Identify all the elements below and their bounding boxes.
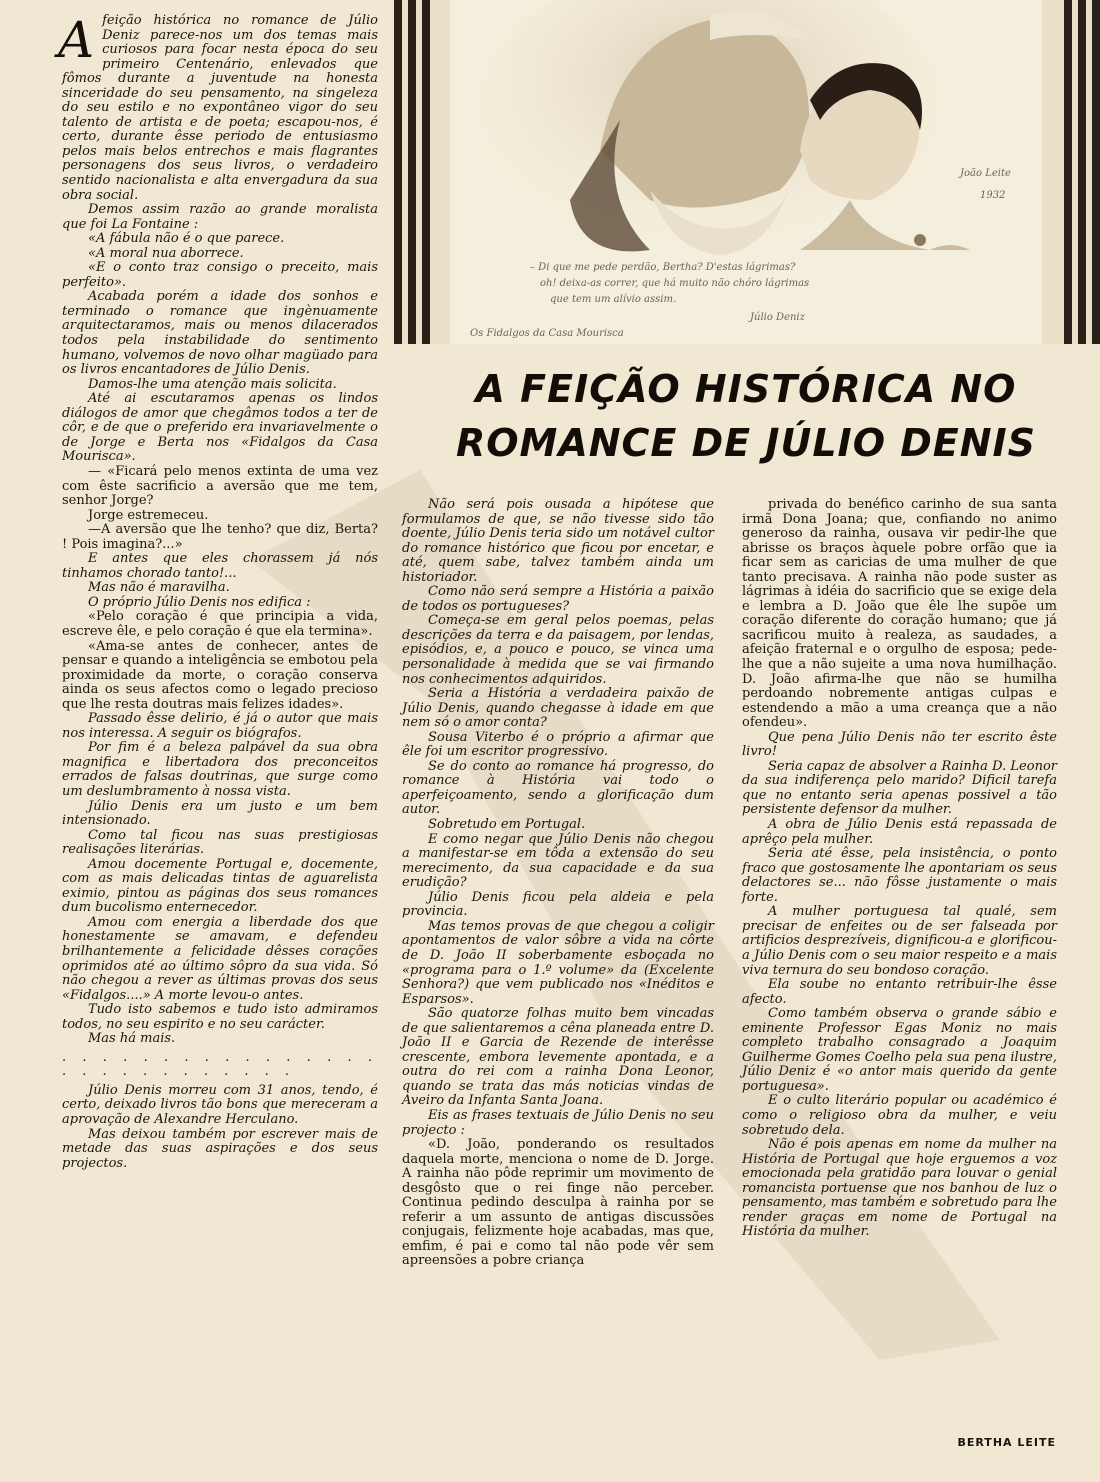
left-column <box>58 11 378 1171</box>
middle-paragraph: Não será pois ousada a hipótese que formulamos de que, se não tivesse sido tão doente, Júlio Denis teria sido um notável cultor do romance histórico que ficou por encetar, e até, quem sabe, talvez também ainda um historiador. <box>402 497 714 585</box>
caption-author: Júlio Deniz <box>750 312 805 323</box>
right-paragraph: Como também observa o grande sábio e eminente Professor Egas Moniz no mais completo trabalho consagrado a Joaquim Guilherme Gomes Coelho pela sua pena ilustre, Júlio Deniz é «o antor mais querido da gente portuguesa». <box>742 1006 1057 1094</box>
right-paragraph: Seria capaz de absolver a Rainha D. Leonor da sua indiferença pelo marido? Dificil tarefa que no entanto seria apenas possivel a tão persistente defensor da mulher. <box>742 758 1057 818</box>
middle-paragraph: Mas temos provas de que chegou a coligir apontamentos de valor sôbre a vida na côrte de D. João II soberbamente esboçada no «programa para o 1.º volume» da (Excelente Senhora?) que vem publicado nos «Inéditos e Esparsos». <box>402 918 714 1007</box>
left-paragraph: Amou docemente Portugal e, docemente, com as mais delicadas tintas de aguarelista eximio, pintou as páginas dos seus romances dum bucolismo enternecedor. <box>62 856 378 916</box>
article-headline <box>396 362 1096 470</box>
right-paragraph: E o culto literário popular ou académico é como o religioso obra da mulher, e veiu sobretudo dela. <box>742 1093 1057 1138</box>
left-paragraph: Mas há mais. <box>88 1031 176 1047</box>
left-paragraph: Como tal ficou nas suas prestigiosas realisações literárias. <box>62 827 378 858</box>
middle-paragraph: E como negar que Júlio Denis não chegou a manifestar-se em tôda a extensão do seu merecimento, da sua capacidade e da sua erudição? <box>402 831 714 891</box>
portrait-sketch <box>450 0 1042 344</box>
left-paragraph: . . . . . . . . . . . . . . . . . . . . . . . . . . . . <box>62 1049 378 1080</box>
left-paragraph: «Ama-se antes de conhecer, antes de pensar e quando a inteligência se embotou pela proximidade da morte, o coração conserva ainda os seus afectos como o legado precioso que lhe resta doutras mais felizes idades». <box>62 638 378 712</box>
left-paragraph: Amou com energia a liberdade dos que honestamente se amavam, e defendeu brilhantemente a felicidade dêsses corações oprimidos até ao último sôpro da sua vida. Só não chegou a rever as últimas provas dos seus «Fidalgos....» A morte levou-o antes. <box>62 914 378 1003</box>
caption-line-3: que tem um alívio assim. <box>550 294 677 305</box>
right-paragraph: Seria até êsse, pela insistência, o ponto fraco que gostosamente lhe apontariam os seus delactores se... não fôsse justamente o mais forte. <box>742 846 1057 905</box>
middle-paragraph: Sousa Viterbo é o próprio a afirmar que êle foi um escritor progressivo. <box>402 729 714 760</box>
middle-paragraph: Júlio Denis ficou pela aldeia e pela provincia. <box>402 889 714 920</box>
left-paragraph: Passado êsse delirio, é já o autor que mais nos interessa. A seguir os biógrafos. <box>62 711 378 741</box>
left-paragraph: Mas deixou também por escrever mais de metade das suas aspirações e dos seus projectos. <box>62 1126 378 1171</box>
left-paragraph: Damos-lhe uma atenção mais solicita. <box>88 376 337 392</box>
middle-paragraph: Seria a História a verdadeira paixão de Júlio Denis, quando chegasse à idade em que nem só o amor conta? <box>402 686 714 731</box>
left-paragraph: —A aversão que lhe tenho? que diz, Berta? ! Pois imagina?...» <box>62 522 378 552</box>
left-paragraph: — «Ficará pelo menos extinta de uma vez com êste sacrificio a aversão que me tem, senhor Jorge? <box>62 463 378 509</box>
left-paragraph: Demos assim razão ao grande moralista que foi La Fontaine : <box>62 202 378 232</box>
artist-signature: João Leite <box>960 168 1011 179</box>
caption-source: Os Fidalgos da Casa Mourisca <box>470 328 624 339</box>
left-paragraph: Júlio Denis era um justo e um bem intensionado. <box>62 798 378 829</box>
caption-line-2: oh! deixa-as correr, que há muito não chóro lágrimas <box>540 278 810 289</box>
headline-line-1: A FEIÇÃO HISTÓRICA NO <box>475 367 1017 411</box>
left-paragraph: Até ai escutaramos apenas os lindos diálogos de amor que chegâmos todos a ter de côr, e de que o preferido era invariavelmente o de Jorge e Berta nos «Fidalgos da Casa Mourisca». <box>62 391 378 465</box>
right-paragraph: Que pena Júlio Denis não ter escrito êste livro! <box>742 729 1057 760</box>
middle-paragraph: Sobretudo em Portugal. <box>428 817 586 833</box>
middle-column <box>402 498 714 1269</box>
left-paragraph: A feição histórica no romance de Júlio Deniz parece-nos um dos temas mais curiosos para focar nesta época do seu primeiro Centenário, enlevados que fômos durante a juventude na honesta sinceridade do seu pensamento, na singeleza do seu estilo e no expontâneo vigor do seu talento de artista e de poeta; escapou-nos, é certo, durante êsse periodo de entusiasmo pelos mais belos entrechos e mais flagrantes personagens dos seus livros, o verdadeiro sentido nacionalista e alta envergadura da sua obra social. <box>58 11 378 203</box>
left-paragraph: E antes que eles chorassem já nós tinhamos chorado tanto!... <box>62 551 378 581</box>
left-paragraph: Jorge estremeceu. <box>88 507 209 523</box>
middle-paragraph: «D. João, ponderando os resultados daquela morte, menciona o nome de D. Jorge. A rainha não pôde reprimir um movimento de desgôsto que o rei finge não perceber. Continua pedindo desculpa à rainha por se referir a um assunto de antigas discussões conjugais, felizmente hoje acabadas, mas que, emfim, é pai e como tal não pode vêr sem apreensões a pobre criança <box>402 1137 714 1269</box>
middle-paragraph: Como não será sempre a História a paixão de todos os portugueses? <box>402 584 714 614</box>
right-column <box>742 498 1057 1240</box>
right-paragraph: A obra de Júlio Denis está repassada de aprêço pela mulher. <box>742 817 1057 847</box>
right-paragraph: A mulher portuguesa tal qualé, sem precisar de enfeites ou de ser falseada por artificios desprezíveis, dignificou-a e glorificou-a Júlio Denis com o seu maior respeito e a mais viva ternura do seu bondoso coração. <box>742 904 1057 978</box>
left-paragraph: Tudo isto sabemos e tudo isto admiramos todos, no seu espirito e no seu carácter. <box>62 1002 378 1032</box>
artist-year: 1932 <box>980 190 1006 201</box>
right-paragraph: Ela soube no entanto retribuir-lhe êsse afecto. <box>742 977 1057 1007</box>
illustration-frame <box>394 0 1100 344</box>
author-signature: BERTHA LEITE <box>957 1436 1056 1449</box>
right-paragraph: Não é pois apenas em nome da mulher na História de Portugal que hoje erguemos a voz emocionada pela gratidão para louvar o genial romancista portuense que nos banhou de luz o pensamento, mas também e sobretudo para lhe render graças em nome de Portugal na História da mulher. <box>742 1137 1057 1240</box>
left-paragraph: Júlio Denis morreu com 31 anos, tendo, é certo, deixado livros tão bons que mereceram a aprovação de Alexandre Herculano. <box>62 1082 378 1128</box>
left-paragraph: Mas não é maravilha. <box>88 580 230 596</box>
left-paragraph: Por fim é a beleza palpável da sua obra magnifica e libertadora dos preconceitos errados de falsas doutrinas, que surge como um deslumbramento à nossa vista. <box>62 740 378 799</box>
middle-paragraph: Começa-se em geral pelos poemas, pelas descrições da terra e da paisagem, por lendas, episódios, e, a pouco e pouco, se vinca uma personalidade à medida que se vai firmando nos conhecimentos adquiridos. <box>402 613 714 687</box>
left-paragraph: «E o conto traz consigo o preceito, mais perfeito». <box>62 260 378 290</box>
right-stripes <box>1064 0 1100 344</box>
portrait-drawing <box>450 0 1042 344</box>
left-paragraph: «A moral nua aborrece. <box>88 245 244 261</box>
left-paragraph: «Pelo coração é que principia a vida, escreve êle, e pelo coração é que ela termina». <box>62 609 378 639</box>
left-stripes <box>394 0 430 344</box>
drop-cap: A <box>58 11 95 69</box>
headline-line-2: ROMANCE DE JÚLIO DENIS <box>455 421 1037 465</box>
right-paragraph: privada do benéfico carinho de sua santa irmã Dona Joana; que, confiando no animo generoso da rainha, ousava vir pedir-lhe que abrisse os braços àquele pobre orfão que ia ficar sem as caricias de uma mulher de que tanto precisava. A rainha não pode suster as lágrimas à idéia do sacrificio que se exige dela e lembra a D. João que êle lhe supõe um coração diferente do coração humano; que já sacrificou muito à realeza, as saudades, a afeição fraternal e o orgulho de esposa; pede-lhe que a não sujeite a uma nova humilhação. D. João afirma-lhe que não se humilha perdoando nobremente antigas culpas e estendendo a mão a uma creança que a não ofendeu». <box>742 497 1057 731</box>
middle-paragraph: São quatorze folhas muito bem vincadas de que salientaremos a cêna planeada entre D. João II e Garcia de Rezende de interêsse crescente, embora levemente apontada, e a outra do rei com a rainha Dona Leonor, quando se trata das más noticias vindas de Aveiro da Infanta Santa Joana. <box>402 1006 714 1109</box>
middle-paragraph: Eis as frases textuais de Júlio Denis no seu projecto : <box>402 1107 714 1138</box>
left-paragraph: «A fábula não é o que parece. <box>88 231 285 247</box>
middle-paragraph: Se do conto ao romance há progresso, do romance à História vai todo o aperfeiçoamento, sendo a glorificação dum autor. <box>402 758 714 818</box>
caption-line-1: – Di que me pede perdão, Bertha? D'estas lágrimas? <box>530 262 796 273</box>
left-paragraph: O próprio Júlio Denis nos edifica : <box>88 594 311 610</box>
left-paragraph: Acabada porém a idade dos sonhos e terminado o romance que ingènuamente arquitectaramos, mais ou menos dilacerados todos pela instabilidade do sentimento humano, volvemos de novo olhar magüado para os livros encantadores de Júlio Denis. <box>62 289 378 378</box>
